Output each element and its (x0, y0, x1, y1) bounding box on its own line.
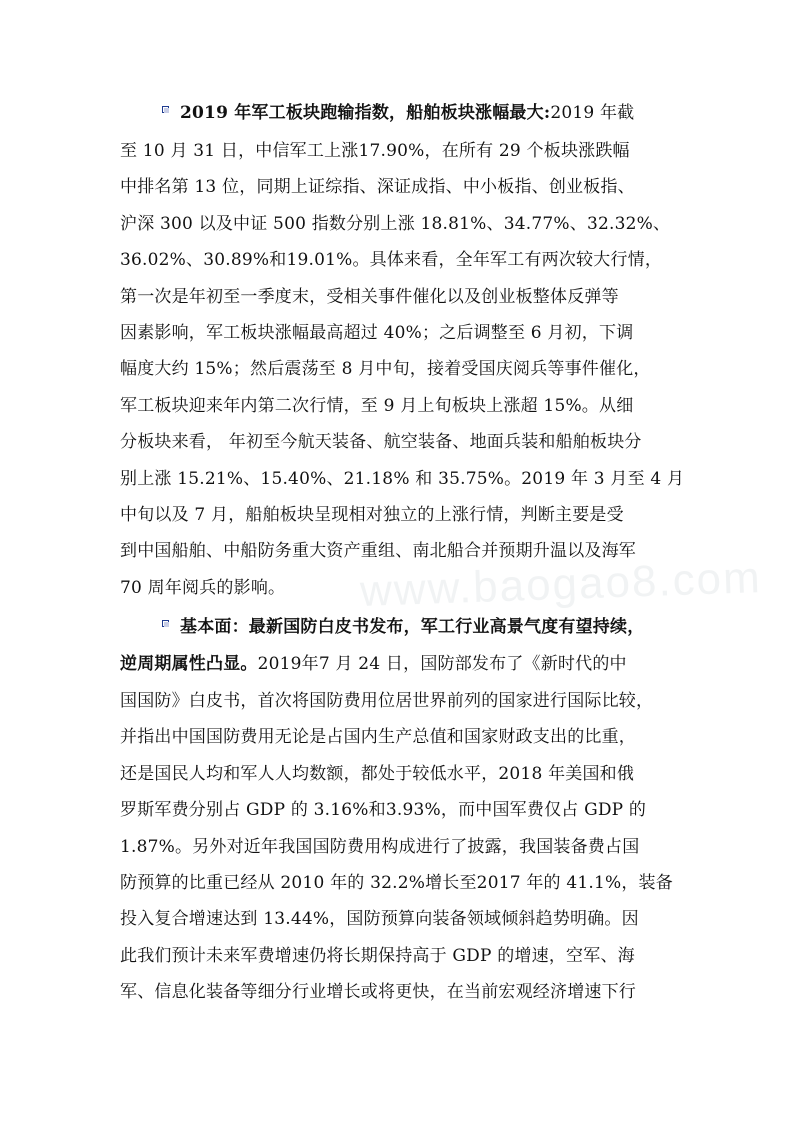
paragraph-1-line: 军工板块迎来年内第二次行情，至 9 月上旬板块上涨超 15%。从细 (120, 396, 634, 416)
paragraph-2-lead-line-1: 基本面：最新国防白皮书发布，军工行业高景气度有望持续， (180, 617, 645, 637)
paragraph-2-line: 此我们预计未来军费增速仍将长期保持高于 GDP 的增速，空军、海 (120, 946, 635, 966)
paragraph-1-line: 别上涨 15.21%、15.40%、21.18% 和 35.75%。2019 年 3 月至 4 月 (120, 469, 685, 489)
paragraph-1-line: 36.02%、30.89%和19.01%。具体来看，全年军工有两次较大行情， (120, 250, 663, 270)
paragraph-1-line: 中排名第 13 位，同期上证综指、深证成指、中小板指、创业板指、 (120, 177, 635, 197)
paragraph-1-line: 沪深 300 以及中证 500 指数分别上涨 18.81%、34.77%、32.32%、 (120, 214, 671, 234)
paragraph-1-line: 中旬以及 7 月，船舶板块呈现相对独立的上涨行情，判断主要是受 (120, 505, 624, 525)
paragraph-2-lead-line-2: 逆周期属性凸显。 (120, 654, 258, 674)
paragraph-1-line: 第一次是年初至一季度末，受相关事件催化以及创业板整体反弹等 (120, 287, 619, 307)
paragraph-1-line: 至 10 月 31 日，中信军工上涨17.90%，在所有 29 个板块涨跌幅 (120, 141, 630, 161)
paragraph-1-line: 因素影响，军工板块涨幅最高超过 40%；之后调整至 6 月初，下调 (120, 323, 634, 343)
paragraph-2-line: 还是国民人均和军人人均数额，都处于较低水平，2018 年美国和俄 (120, 764, 635, 784)
paragraph-1-line-1-text: 2019 年截 (550, 103, 635, 123)
paragraph-2-line-2 (120, 654, 627, 674)
paragraph-1-line-1 (180, 103, 634, 123)
paragraph-1-line: 分板块来看， 年初至今航天装备、航空装备、地面兵装和船舶板块分 (120, 432, 642, 452)
paragraph-1-line: 幅度大约 15%；然后震荡至 8 月中旬，接着受国庆阅兵等事件催化， (120, 359, 651, 379)
paragraph-2-line: 防预算的比重已经从 2010 年的 32.2%增长至2017 年的 41.1%，装备 (120, 873, 673, 893)
paragraph-2-line: 1.87%。另外对近年我国国防费用构成进行了披露，我国装备费占国 (120, 837, 640, 857)
paragraph-2-line: 并指出中国国防费用无论是占国内生产总值和国家财政支出的比重， (120, 727, 636, 747)
paragraph-2-line-2-text: 2019年7 月 24 日，国防部发布了《新时代的中 (257, 654, 627, 674)
paragraph-2-line: 投入复合增速达到 13.44%，国防预算向装备领域倾斜趋势明确。因 (120, 909, 639, 929)
paragraph-2-line-1 (180, 617, 644, 637)
bullet-square-icon (162, 615, 174, 635)
paragraph-1-line: 70 周年阅兵的影响。 (120, 578, 286, 598)
paragraph-1-lead: 2019 年军工板块跑输指数，船舶板块涨幅最大: (180, 103, 551, 123)
paragraph-1-line: 到中国船舶、中船防务重大资产重组、南北船合并预期升温以及海军 (120, 541, 636, 561)
paragraph-2-line: 国国防》白皮书，首次将国防费用位居世界前列的国家进行国际比较， (120, 691, 654, 711)
paragraph-2-line: 军、信息化装备等细分行业增长或将更快，在当前宏观经济增速下行 (120, 982, 636, 1002)
paragraph-2-line: 罗斯军费分别占 GDP 的 3.16%和3.93%，而中国军费仅占 GDP 的 (120, 800, 647, 820)
bullet-square-icon (162, 101, 174, 121)
watermark: www.baogao8.com (359, 553, 763, 616)
